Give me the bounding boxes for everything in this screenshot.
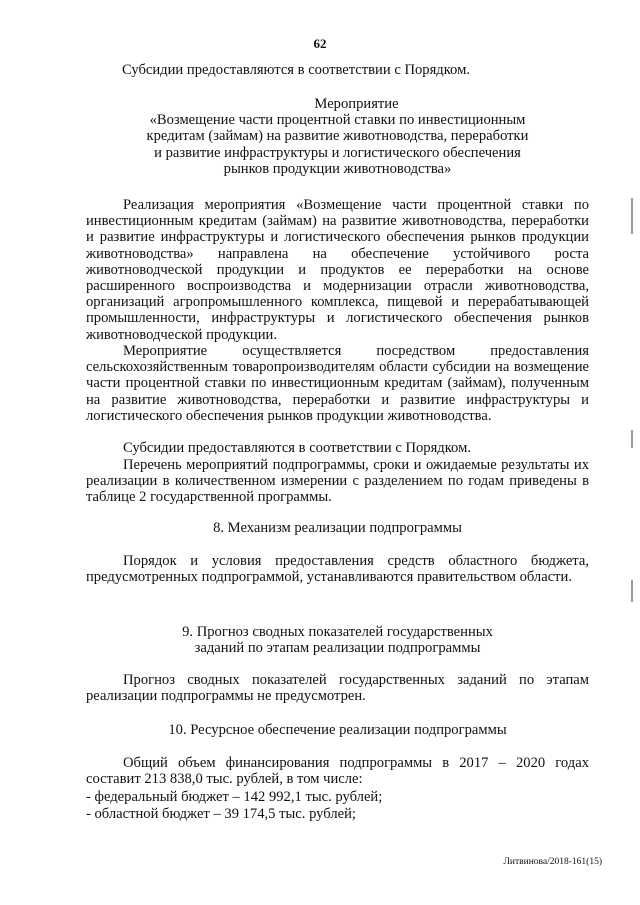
event-title-line: и развитие инфраструктуры и логистического обеспечения <box>154 144 521 161</box>
document-footer-code: Литвинова/2018-161(15) <box>503 857 602 867</box>
section8-text: Порядок и условия предоставления средств областного бюджета, предусмотренных подпрограммой, устанавливаются правительством области. <box>86 553 589 586</box>
section10-heading: 10. Ресурсное обеспечение реализации подпрограммы <box>168 722 507 738</box>
section8-heading: 8. Механизм реализации подпрограммы <box>213 520 462 536</box>
event-title-line: кредитам (займам) на развитие животноводства, переработки <box>146 128 529 145</box>
scan-edge-mark <box>631 430 633 448</box>
paragraph-implementation: Реализация мероприятия «Возмещение части процентной ставки по инвестиционным кредитам (займам) на развитие животноводства, переработки и развитие инфраструктуры и логистического обеспечения рынков продукции животноводства» направлена на обеспечение устойчивого роста животноводческой продукции и продуктов ее переработки на основе расширенного воспроизводства и модернизации отрасли животноводства, организаций агропромышленного комплекса, пищевой и перерабатывающей промышленности, инфраструктуры и логистического обеспечения рынков животноводческой продукции. <box>86 197 589 343</box>
section10-text: Общий объем финансирования подпрограммы в 2017 – 2020 годах составит 213 838,0 тыс. рублей, в том числе: <box>86 755 589 788</box>
section9-heading-line: заданий по этапам реализации подпрограммы <box>194 640 481 657</box>
page-number: 62 <box>313 36 327 51</box>
paragraph-list-of-events: Перечень мероприятий подпрограммы, сроки и ожидаемые результаты их реализации в количественном измерении с разделением по годам приведены в таблице 2 государственной программы. <box>86 457 589 506</box>
intro-paragraph: Субсидии предоставляются в соответствии с Порядком. <box>122 62 470 78</box>
section10-item: - областной бюджет – 39 174,5 тыс. рублей; <box>86 806 356 822</box>
scan-edge-mark <box>631 198 633 234</box>
event-title-line: рынков продукции животноводства» <box>223 160 452 177</box>
paragraph-event-method: Мероприятие осуществляется посредством предоставления сельскохозяйственным товаропроизводителям области субсидии на возмещение части процентной ставки по инвестиционным кредитам (займам), полученным на развитие животноводства, переработки и развитие инфраструктуры и логистического обеспечения рынков продукции животноводства. <box>86 343 589 424</box>
event-heading <box>60 96 615 177</box>
section10-item: - федеральный бюджет – 142 992,1 тыс. рублей; <box>86 789 383 805</box>
event-label: Мероприятие <box>314 96 399 112</box>
section9-heading <box>60 624 615 656</box>
section9-text: Прогноз сводных показателей государственных заданий по этапам реализации подпрограммы не предусмотрен. <box>86 672 589 705</box>
section9-heading-line: 9. Прогноз сводных показателей государственных <box>182 624 493 640</box>
paragraph-subsidies: Субсидии предоставляются в соответствии с Порядком. <box>123 440 471 456</box>
scan-edge-mark <box>631 580 633 602</box>
event-title-line: «Возмещение части процентной ставки по инвестиционным <box>149 112 526 129</box>
